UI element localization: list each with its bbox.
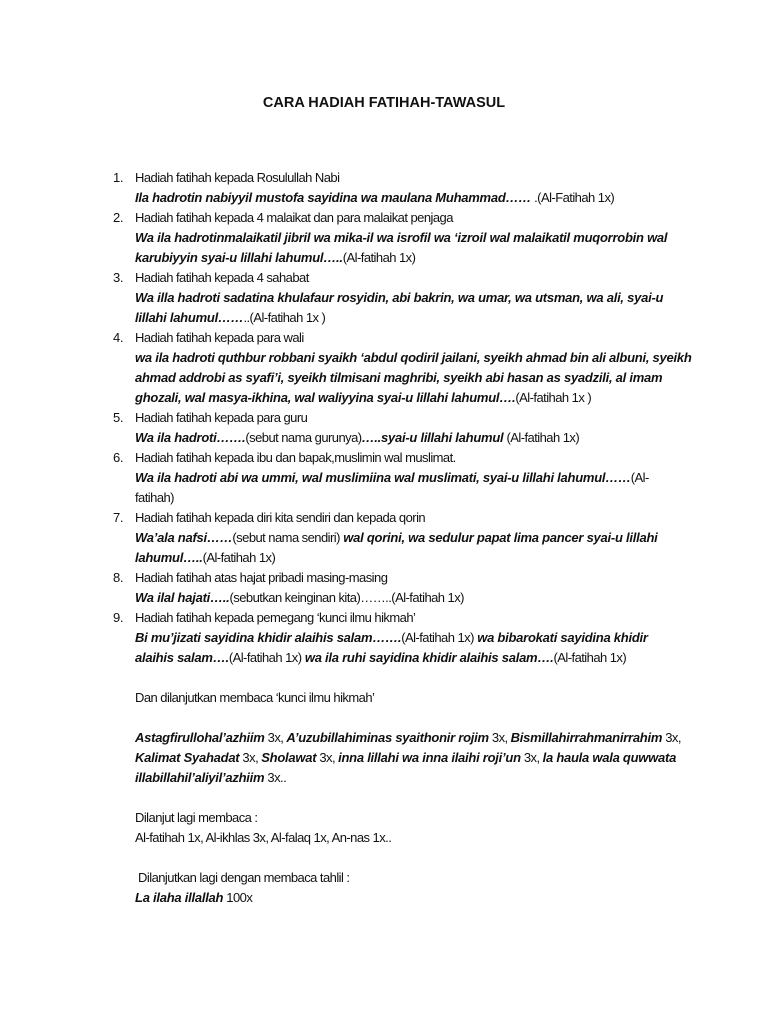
emphasized-text: wa bibarokati sayidina khidir	[473, 630, 648, 645]
list-item	[0, 268, 768, 328]
list-number: 2.	[113, 210, 124, 225]
emphasized-text: alaihis salam….	[135, 650, 229, 665]
prayer-line	[0, 388, 768, 408]
list-number: 7.	[113, 510, 124, 525]
emphasized-text: ahmad addrobi as syafi’i, syeikh tilmisani maghribi, syeikh abi hasan as syadzili, al imam	[135, 370, 663, 385]
text-segment: 3x,	[662, 730, 681, 745]
list-item	[0, 448, 768, 508]
emphasized-text: ghozali, wal masya-ikhina, wal waliyyina syai-u lillahi lahumul….	[135, 390, 516, 405]
text-segment: Al-fatihah 1x, Al-ikhlas 3x, Al-falaq 1x, An-nas 1x..	[135, 830, 392, 845]
paragraph-line	[0, 688, 768, 708]
prayer-line	[0, 368, 768, 388]
paragraph-line	[0, 748, 768, 768]
prayer-line	[0, 488, 768, 508]
emphasized-text: Ila hadrotin nabiyyil mustofa sayidina wa maulana Muhammad……	[135, 190, 532, 205]
text-segment: 100x	[223, 890, 253, 905]
emphasized-text: wa ila ruhi sayidina khidir alaihis salam….	[301, 650, 554, 665]
emphasized-text: inna lillahi wa inna ilaihi roji’un	[338, 750, 521, 765]
text-segment: 3x,	[264, 730, 287, 745]
paragraph-line	[0, 768, 768, 788]
item-heading-text: Hadiah fatihah kepada 4 sahabat	[135, 270, 309, 285]
text-segment: (Al-fatihah 1x)	[228, 650, 302, 665]
emphasized-text: Wa’ala nafsi……	[135, 530, 233, 545]
emphasized-text: Bismillahirrahmanirrahim	[510, 730, 663, 745]
paragraph-line	[0, 868, 768, 888]
text-segment: 3x..	[264, 770, 287, 785]
text-segment: (sebut nama gurunya)	[245, 430, 362, 445]
item-heading-text: Hadiah fatihah kepada 4 malaikat dan para malaikat penjaga	[135, 210, 453, 225]
list-number: 1.	[113, 170, 124, 185]
prayer-line	[0, 228, 768, 248]
list-item	[0, 508, 768, 568]
document-title: CARA HADIAH FATIHAH-TAWASUL	[262, 95, 506, 111]
text-segment: (Al-fatihah 1x )	[515, 390, 592, 405]
document-body	[0, 168, 768, 908]
prayer-line	[0, 648, 768, 668]
list-number: 5.	[113, 410, 124, 425]
list-item	[0, 568, 768, 608]
list-item	[0, 408, 768, 448]
emphasized-text: lahumul…..	[135, 550, 203, 565]
prayer-line	[0, 528, 768, 548]
text-segment: Dilanjut lagi membaca :	[135, 810, 258, 825]
prayer-line	[0, 588, 768, 608]
item-heading-text: Hadiah fatihah kepada para wali	[135, 330, 304, 345]
list-item	[0, 328, 768, 408]
emphasized-text: …..syai-u lillahi lahumul	[361, 430, 504, 445]
emphasized-text: Kalimat Syahadat	[135, 750, 240, 765]
text-segment: Dan dilanjutkan membaca ‘kunci ilmu hikmah’	[135, 690, 375, 705]
paragraph-line	[0, 828, 768, 848]
text-segment: (Al-fatihah 1x)	[342, 250, 416, 265]
emphasized-text: A’uzubillahiminas syaithonir rojim	[286, 730, 489, 745]
text-segment: (Al-fatihah 1x)	[202, 550, 276, 565]
list-number: 6.	[113, 450, 124, 465]
text-segment: (Al-fatihah 1x)	[401, 630, 474, 645]
emphasized-text: La ilaha illallah	[135, 890, 224, 905]
emphasized-text: Wa illa hadroti sadatina khulafaur rosyidin, abi bakrin, wa umar, wa utsman, wa ali, syai-u	[135, 290, 664, 305]
prayer-line	[0, 348, 768, 368]
item-heading-text: Hadiah fatihah kepada para guru	[135, 410, 308, 425]
list-item	[0, 608, 768, 668]
item-heading-text: Hadiah fatihah kepada ibu dan bapak,muslimin wal muslimat.	[135, 450, 456, 465]
prayer-line	[0, 628, 768, 648]
text-segment: (sebut nama sendiri)	[232, 530, 340, 545]
emphasized-text: Wa ila hadroti abi wa ummi, wal muslimiina wal muslimati, syai-u lillahi lahumul……	[135, 470, 631, 485]
text-segment: (Al-fatihah 1x)	[553, 650, 627, 665]
paragraph	[0, 688, 768, 708]
list-number: 8.	[113, 570, 124, 585]
paragraph-line	[0, 728, 768, 748]
emphasized-text: Astagfirullohal’azhiim	[135, 730, 265, 745]
emphasized-text: wal qorini, wa sedulur papat lima pancer syai-u lillahi	[339, 530, 658, 545]
paragraph	[0, 728, 768, 788]
emphasized-text: illabillahil’aliyil’azhiim	[135, 770, 265, 785]
text-segment: 3x,	[239, 750, 262, 765]
emphasized-text: karubiyyin syai-u lillahi lahumul…..	[135, 250, 343, 265]
text-segment: 3x,	[316, 750, 339, 765]
emphasized-text: la haula wala quwwata	[542, 750, 677, 765]
item-heading-text: Hadiah fatihah kepada Rosulullah Nabi	[135, 170, 340, 185]
emphasized-text: Sholawat	[261, 750, 317, 765]
paragraph-line	[0, 888, 768, 908]
emphasized-text: Wa ila hadrotinmalaikatil jibril wa mika-il wa isrofil wa ‘izroil wal malaikatil muqorrobin wal	[135, 230, 668, 245]
text-segment: .(Al-Fatihah 1x)	[531, 190, 615, 205]
prayer-line	[0, 248, 768, 268]
emphasized-text: Wa ilal hajati…..	[135, 590, 230, 605]
list-item	[0, 208, 768, 268]
prayer-line	[0, 188, 768, 208]
item-heading-text: Hadiah fatihah kepada diri kita sendiri dan kepada qorin	[135, 510, 426, 525]
prayer-line	[0, 308, 768, 328]
list-number: 3.	[113, 270, 124, 285]
prayer-line	[0, 548, 768, 568]
paragraph	[0, 808, 768, 848]
item-heading-text: Hadiah fatihah atas hajat pribadi masing-masing	[135, 570, 388, 585]
list-number: 9.	[113, 610, 124, 625]
prayer-line	[0, 428, 768, 448]
emphasized-text: wa ila hadroti quthbur robbani syaikh ‘abdul qodiril jailani, syeikh ahmad bin ali albuni, syeikh	[135, 350, 692, 365]
text-segment: ..(Al-fatihah 1x )	[243, 310, 326, 325]
paragraph-line	[0, 808, 768, 828]
list-item	[0, 168, 768, 208]
paragraph	[0, 868, 768, 908]
text-segment: fatihah)	[135, 490, 174, 505]
prayer-line	[0, 468, 768, 488]
text-segment: (Al-	[630, 470, 649, 485]
text-segment: Dilanjutkan lagi dengan membaca tahlil :	[135, 870, 350, 885]
emphasized-text: Bi mu’jizati sayidina khidir alaihis salam…….	[135, 630, 402, 645]
emphasized-text: Wa ila hadroti…….	[135, 430, 246, 445]
emphasized-text: lillahi lahumul……	[135, 310, 244, 325]
prayer-line	[0, 288, 768, 308]
text-segment: 3x,	[488, 730, 511, 745]
text-segment: (sebutkan keinginan kita)……..(Al-fatihah 1x)	[229, 590, 464, 605]
text-segment: 3x,	[520, 750, 543, 765]
list-number: 4.	[113, 330, 124, 345]
text-segment: (Al-fatihah 1x)	[503, 430, 580, 445]
item-heading-text: Hadiah fatihah kepada pemegang ‘kunci ilmu hikmah’	[135, 610, 416, 625]
